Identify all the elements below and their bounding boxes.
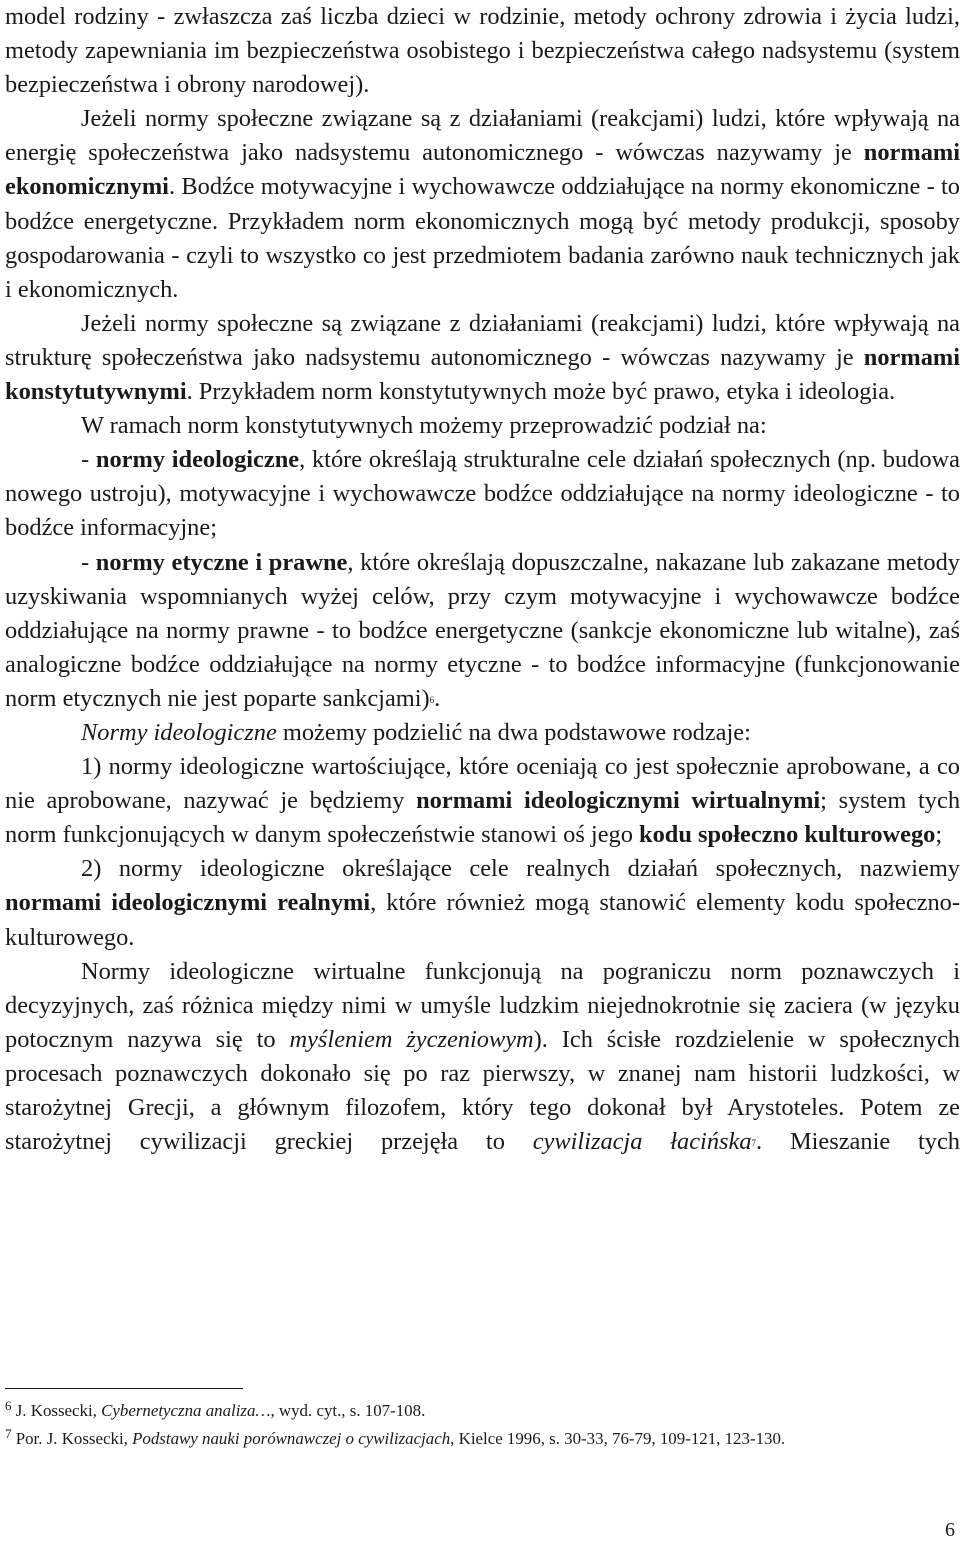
footnote-number: 7 [5, 1425, 12, 1441]
paragraph-text: możemy podzielić na dwa podstawowe rodzaje: [276, 718, 751, 746]
term-italic: cywilizacja łacińska [532, 1128, 752, 1156]
paragraph-text: 1) normy ideologiczne wartościujące, które oceniają co jest społecznie aprobowane, a co nie aprobowane, nazywać je będziemy [5, 753, 960, 815]
paragraph-text: . Mieszanie tych [756, 1128, 960, 1156]
paragraph-text: . Bodźce motywacyjne i wychowawcze oddziałujące na normy ekonomiczne - to bodźce energetyczne. Przykładem norm ekonomicznych mogą być metody produkcji, sposoby gospodarowania - czyli to wszystko co jest przedmiotem badania zarówno nauk technicznych jak i ekonomicznych. [5, 173, 960, 303]
term-bold: normami ideologicznymi realnymi [5, 889, 371, 917]
term-italic: Normy ideologiczne [81, 718, 277, 746]
footnote-number: 6 [5, 1398, 12, 1413]
paragraph-text: ). Ich ścisłe rozdzielenie w społecznych procesach poznawczych dokonało się po raz pierwszy, w znanej nam historii ludzkości, w starożytnej Grecji, a głównym filozofem, który tego dokonał był Arystoteles. Potem ze starożytnej cywilizacji greckiej przejęła to [5, 1025, 960, 1156]
term-bold: normy ideologiczne [95, 446, 300, 474]
list-dash: - [81, 548, 96, 576]
paragraph-division-intro [5, 409, 960, 443]
footnote-reference[interactable]: 7 [751, 1138, 757, 1149]
paragraph-text: ; [935, 821, 943, 849]
paragraph-text: model rodziny - zwłaszcza zaś liczba dzieci w rodzinie, metody ochrony zdrowia i życia ludzi, metody zapewniania im bezpieczeństwa osobistego i bezpieczeństwa całego nadsystemu (system bezpieczeństwa i obrony narodowej). [5, 3, 960, 99]
footnote-text: J. Kossecki, [11, 1401, 102, 1420]
paragraph-ideological-types [5, 716, 960, 750]
list-dash: - [81, 446, 96, 474]
paragraph-text: , które określają strukturalne cele działań społecznych (np. budowa nowego ustroju), motywacyjne i wychowawcze bodźce oddziałujące na normy ideologiczne - to bodźce informacyjne; [5, 446, 960, 542]
list-item-virtual-norms [5, 750, 960, 852]
list-item-ethical-legal-norms [5, 546, 960, 716]
term-italic: myśleniem życzeniowym [289, 1025, 534, 1053]
term-bold: normami konstytutywnymi [5, 343, 960, 406]
paragraph-economic-norms [5, 102, 960, 307]
footnote-6 [5, 1397, 960, 1425]
term-bold: normami ideologicznymi wirtualnymi [416, 787, 821, 815]
footnote-title: Podstawy nauki porównawczej o cywilizacjach [132, 1428, 451, 1448]
paragraph-text: W ramach norm konstytutywnych możemy przeprowadzić podział na: [81, 412, 767, 440]
paragraph-virtual-norms-discussion [5, 955, 960, 1160]
footnote-text: Por. J. Kossecki, [11, 1428, 133, 1448]
list-item-ideological-norms [5, 443, 960, 545]
paragraph-continuation [5, 0, 960, 102]
footnote-title: Cybernetyczna analiza… [101, 1401, 271, 1420]
footnote-separator [5, 1388, 243, 1389]
paragraph-text: Jeżeli normy społeczne związane są z działaniami (reakcjami) ludzi, które wpływają na energię społeczeństwa jako nadsystemu autonomicznego - wówczas nazywamy je [5, 105, 960, 167]
footnote-7 [5, 1425, 960, 1453]
paragraph-text: Jeżeli normy społeczne są związane z działaniami (reakcjami) ludzi, które wpływają na strukturę społeczeństwa jako nadsystemu autonomicznego - wówczas nazywamy je [5, 309, 960, 371]
paragraph-text: . [434, 684, 441, 712]
paragraph-text: ; system tych norm funkcjonujących w danym społeczeństwie stanowi oś jego [5, 787, 960, 849]
document-page [5, 0, 960, 1159]
paragraph-text: , które określają dopuszczalne, nakazane lub zakazane metody uzyskiwania wspomnianych wyżej celów, przy czym motywacyjne i wychowawcze bodźce oddziałujące na normy prawne - to bodźce energetyczne (sankcje ekonomiczne lub witalne), zaś analogiczne bodźce oddziałujące na normy etyczne - to bodźce informacyjne (funkcjonowanie norm etycznych nie jest poparte sankcjami) [5, 548, 960, 712]
term-bold: normy etyczne i prawne [95, 548, 348, 576]
footnote-text: , Kielce 1996, s. 30-33, 76-79, 109-121, 123-130. [450, 1428, 786, 1448]
paragraph-text: . Przykładem norm konstytutywnych może być prawo, etyka i ideologia. [186, 378, 896, 406]
page-number: 6 [945, 1519, 955, 1541]
footnote-text: , wyd. cyt., s. 107-108. [270, 1401, 426, 1420]
list-item-real-norms [5, 852, 960, 954]
body-text [5, 0, 960, 1159]
term-bold: kodu społeczno kulturowego [639, 821, 936, 849]
paragraph-constitutive-norms [5, 307, 960, 409]
term-bold: normami ekonomicznymi [5, 139, 960, 201]
paragraph-text: 2) normy ideologiczne określające cele realnych działań społecznych, nazwiemy [81, 855, 960, 883]
paragraph-text: , które również mogą stanowić elementy kodu społeczno-kulturowego. [5, 889, 960, 951]
footnotes [5, 1397, 960, 1452]
footnote-reference[interactable]: 6 [429, 694, 435, 705]
paragraph-text: Normy ideologiczne wirtualne funkcjonują na pograniczu norm poznawczych i decyzyjnych, zaś różnica między nimi w umyśle ludzkim niejednokrotnie się zaciera (w języku potocznym nazywa się to [5, 957, 960, 1053]
